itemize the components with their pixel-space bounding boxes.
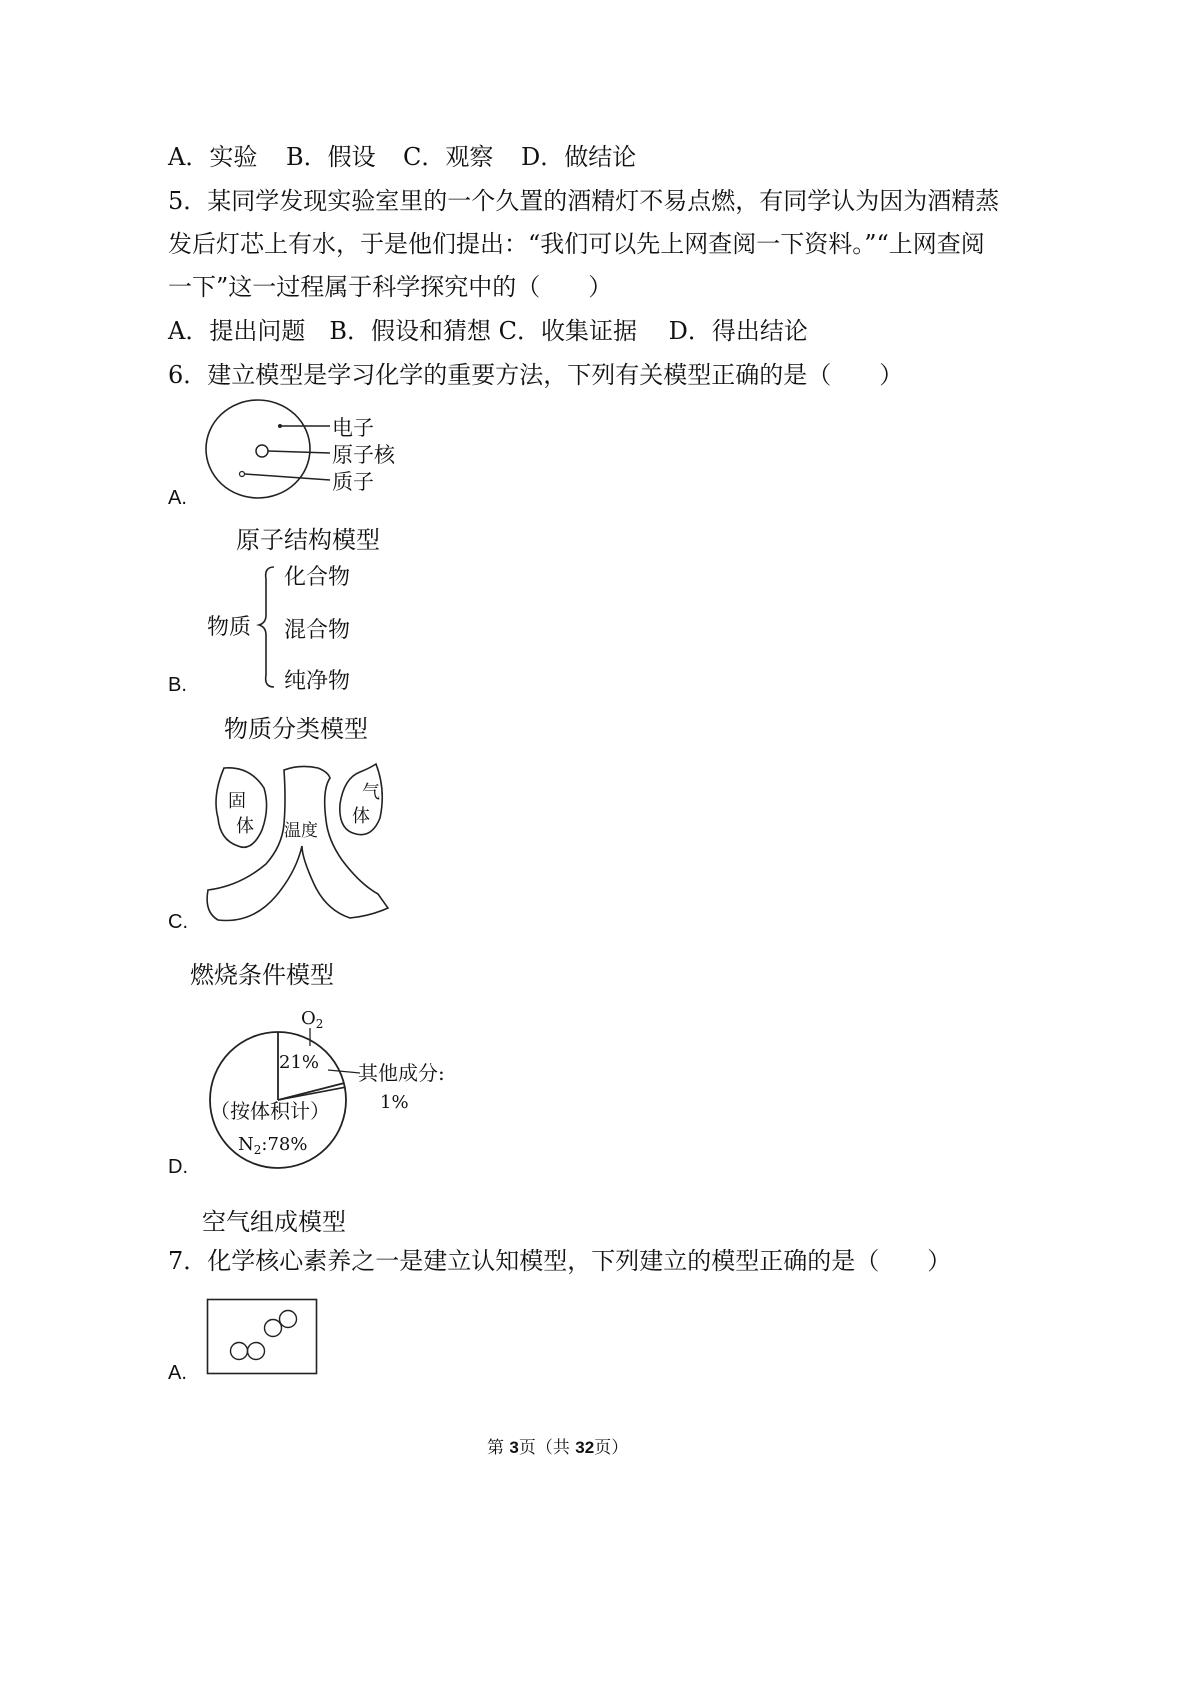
label-o2: $O_2$ bbox=[301, 1008, 324, 1031]
atom-circle bbox=[265, 1320, 282, 1337]
q4-option-c-wrap bbox=[403, 142, 493, 172]
combustion-figure bbox=[200, 760, 400, 928]
q5-stem-line2: 发后灯芯上有水，于是他们提出：“我们可以先上网查阅一下资料。”“上网查阅 bbox=[168, 230, 985, 258]
classification-root: 物质 bbox=[207, 615, 252, 640]
footer-suffix: 页） bbox=[594, 1438, 629, 1458]
molecule-box bbox=[208, 1300, 317, 1374]
label-others: 其他成分: bbox=[358, 1061, 445, 1085]
air-composition-chart bbox=[200, 1000, 460, 1180]
q4-option-b-wrap bbox=[286, 142, 376, 172]
q4-option-a: A．实验 bbox=[168, 143, 258, 171]
label-basis: （按体积计） bbox=[210, 1099, 330, 1123]
q6-option-b-label: B. bbox=[168, 674, 187, 696]
label-gas-1: 气 bbox=[362, 782, 380, 803]
q4-option-c: C．观察 bbox=[403, 143, 494, 171]
label-electron: 电子 bbox=[332, 416, 374, 440]
label-solid-1: 固 bbox=[228, 791, 246, 812]
footer-prefix: 第 bbox=[487, 1438, 510, 1458]
atom-circle bbox=[248, 1343, 265, 1360]
q6-option-c-label: C. bbox=[168, 911, 188, 933]
label-proton: 质子 bbox=[332, 470, 374, 494]
label-gas-2: 体 bbox=[352, 806, 370, 827]
q6-a-caption: 原子结构模型 bbox=[236, 526, 380, 554]
brace-icon bbox=[256, 565, 280, 690]
q6-c-caption: 燃烧条件模型 bbox=[190, 961, 334, 989]
nucleus-circle bbox=[256, 445, 268, 457]
classification-compound: 化合物 bbox=[284, 565, 351, 590]
nucleus-pointer bbox=[268, 451, 330, 453]
q6-d-caption: 空气组成模型 bbox=[202, 1208, 346, 1236]
q6-stem: 6．建立模型是学习化学的重要方法，下列有关模型正确的是（ ） bbox=[168, 361, 904, 389]
label-n2: $N_2:78\%$ bbox=[238, 1134, 308, 1157]
classification-mixture: 混合物 bbox=[284, 618, 351, 643]
label-others-percent: 1% bbox=[380, 1092, 409, 1113]
center-shape bbox=[207, 766, 388, 920]
label-o2-percent: 21% bbox=[279, 1052, 320, 1073]
proton-pointer bbox=[245, 474, 330, 480]
q7-option-a-label: A. bbox=[168, 1362, 187, 1384]
q5-stem-line1: 5．某同学发现实验室里的一个久置的酒精灯不易点燃，有同学认为因为酒精蒸 bbox=[168, 187, 1000, 215]
label-solid-2: 体 bbox=[236, 816, 254, 837]
molecule-model-figure bbox=[206, 1298, 320, 1376]
footer-total-pages: 32 bbox=[575, 1438, 595, 1457]
atom-circle bbox=[280, 1311, 297, 1328]
q4-option-b: B．假设 bbox=[286, 143, 376, 171]
q4-option-d-wrap bbox=[521, 142, 636, 172]
q6-option-a-label: A. bbox=[168, 487, 187, 509]
q5-options: A．提出问题 B．假设和猜想 C．收集证据 D．得出结论 bbox=[168, 317, 808, 345]
label-temperature: 温度 bbox=[284, 821, 318, 841]
q5-stem-line3: 一下”这一过程属于科学探究中的（ ） bbox=[168, 273, 613, 301]
q7-stem: 7．化学核心素养之一是建立认知模型，下列建立的模型正确的是（ ） bbox=[168, 1247, 952, 1275]
q6-option-d-label: D. bbox=[168, 1156, 188, 1178]
q4-options bbox=[168, 142, 257, 172]
footer-page-number: 3 bbox=[509, 1438, 519, 1457]
atom-circle bbox=[231, 1343, 248, 1360]
q6-b-caption: 物质分类模型 bbox=[224, 715, 368, 743]
classification-pure: 纯净物 bbox=[284, 669, 351, 694]
page-footer bbox=[487, 1433, 628, 1458]
proton-dot bbox=[240, 472, 245, 477]
footer-mid: 页（共 bbox=[518, 1438, 576, 1458]
other-leader bbox=[328, 1070, 360, 1073]
atom-structure-figure bbox=[200, 395, 410, 505]
q4-option-d: D．做结论 bbox=[521, 143, 637, 171]
label-nucleus: 原子核 bbox=[332, 443, 395, 467]
